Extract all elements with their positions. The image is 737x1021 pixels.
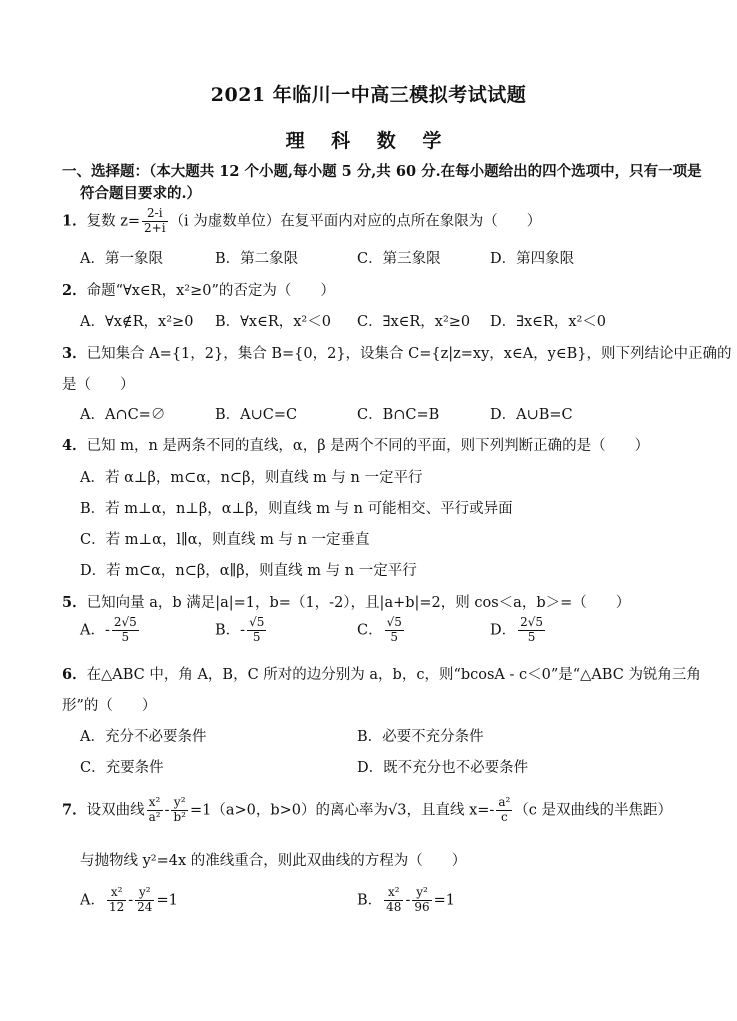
option-label: D． [490, 622, 517, 639]
fraction-numerator: x² [384, 886, 403, 901]
option-label: B． [215, 622, 241, 639]
fraction [247, 616, 266, 645]
fraction-numerator: y² [412, 886, 431, 901]
fraction [107, 886, 126, 915]
q2-option-a: A．∀x∉R，x²≥0 [80, 314, 194, 330]
q2-option-c: C．∃x∈R，x²≥0 [357, 314, 471, 330]
q4-option-c: C．若 m⊥α，l∥α，则直线 m 与 n 一定垂直 [80, 532, 370, 548]
q4-option-b: B．若 m⊥α，n⊥β，α⊥β，则直线 m 与 n 可能相交、平行或异面 [80, 501, 513, 517]
sign: - [104, 622, 110, 639]
fraction-numerator: √5 [386, 615, 402, 629]
question-4 [62, 434, 649, 455]
question-number: 6． [62, 666, 87, 683]
q1-option-a: A．第一象限 [80, 251, 163, 267]
fraction-denominator: 12 [108, 899, 125, 914]
question-6 [62, 663, 701, 684]
question-2 [62, 279, 335, 300]
q3-option-a: A．A∩C=∅ [80, 407, 166, 423]
q6-option-c: C．充要条件 [80, 760, 164, 776]
q5-option-c [357, 616, 406, 645]
question-3-cont: 是（ ） [62, 377, 135, 393]
q1-option-d: D．第四象限 [490, 251, 575, 267]
q7-option-a: A． $\frac{\text{x²}}{12}$ - $\frac{\text{y²}}{24}$ =1 [80, 885, 178, 914]
question-text: （c 是双曲线的半焦距） [514, 802, 673, 819]
fraction [412, 886, 431, 915]
question-text: 复数 z= [86, 213, 140, 230]
q3-option-c: C．B∩C=B [357, 407, 440, 423]
q3-option-d: D．A∪B=C [490, 407, 573, 423]
question-text: 在△ABC 中，角 A，B，C 所对的边分别为 a，b，c，则“bcosA - c＜0”是“△ABC 为锐角三角 [86, 667, 701, 683]
fraction-denominator: 2+i [144, 220, 166, 235]
option-label: A． [80, 892, 105, 909]
q6-option-d: D．既不充分也不必要条件 [357, 760, 529, 776]
question-6-cont: 形”的（ ） [62, 698, 157, 714]
fraction-denominator: 96 [414, 899, 430, 914]
fraction [171, 796, 188, 825]
q3-option-b: B．A∪C=C [215, 407, 298, 423]
question-text: =1（a>0，b>0）的离心率为√3，且直线 x=- [189, 802, 495, 819]
q6-option-a: A．充分不必要条件 [80, 729, 207, 745]
fraction-numerator: a² [498, 795, 511, 809]
question-text: 已知 m，n 是两条不同的直线，α，β 是两个不同的平面，则下列判断正确的是（ ） [86, 438, 650, 454]
fraction-denominator: c [500, 809, 508, 824]
fraction [135, 886, 154, 915]
fraction-numerator: 2√5 [113, 615, 137, 629]
q2-option-d: D．∃x∈R，x²＜0 [490, 314, 607, 330]
fraction-denominator: 5 [527, 629, 536, 644]
question-text: 已知向量 a，b 满足|a|=1，b=（1，-2），且|a+b|=2，则 cos＜a，b＞=（ ） [86, 595, 631, 611]
fraction-denominator: 5 [252, 629, 261, 644]
fraction-numerator: √5 [249, 615, 265, 629]
question-text: 设双曲线 [86, 802, 145, 819]
q6-option-b: B．必要不充分条件 [357, 729, 484, 745]
fraction [496, 796, 512, 825]
fraction-numerator: y² [135, 886, 154, 901]
question-number: 4． [62, 437, 87, 454]
fraction-denominator: 5 [121, 629, 130, 644]
question-number: 7． [62, 801, 87, 819]
fraction [112, 616, 139, 645]
question-3 [62, 342, 732, 363]
q5-option-a [80, 616, 141, 645]
fraction [147, 796, 163, 825]
section-heading: 一、选择题：（本大题共 12 个小题,每小题 5 分,共 60 分.在每小题给出的四个选项中，只有一项是 [62, 163, 702, 180]
question-number: 3． [62, 345, 87, 362]
fraction [384, 886, 403, 915]
fraction-numerator: x² [107, 886, 126, 901]
option-label: B． [357, 892, 383, 909]
option-label: A． [80, 622, 105, 639]
q4-option-d: D．若 m⊂α，n⊂β，α∥β，则直线 m 与 n 一定平行 [80, 563, 417, 579]
fraction-numerator: 2√5 [520, 615, 544, 629]
question-text: （i 为虚数单位）在复平面内对应的点所在象限为（ ） [169, 213, 542, 230]
equation-tail: =1 [433, 892, 455, 909]
question-5 [62, 591, 630, 612]
q5-option-b [215, 616, 268, 645]
fraction-numerator: x² [147, 796, 163, 811]
fraction-denominator: a² [148, 809, 161, 824]
fraction-denominator: 5 [390, 629, 399, 644]
question-number: 5． [62, 594, 87, 611]
section-heading-cont: 符合题目要求的.） [80, 185, 202, 202]
question-7-cont: 与抛物线 y²=4x 的准线重合，则此双曲线的方程为（ ） [80, 853, 467, 869]
fraction [142, 207, 168, 236]
question-1 [62, 207, 541, 236]
exam-title: 2021 年临川一中高三模拟考试试题 [210, 84, 527, 106]
q1-option-c: C．第三象限 [357, 251, 441, 267]
exam-subtitle: 理 科 数 学 [285, 130, 452, 152]
q5-option-d [490, 616, 547, 645]
question-text: 命题“∀x∈R，x²≥0”的否定为（ ） [86, 283, 335, 299]
q7-option-b: B． $\frac{\text{x²}}{48}$ - $\frac{\text{y²}}{96}$ =1 [357, 885, 455, 914]
q2-option-b: B．∀x∈R，x²＜0 [215, 314, 331, 330]
question-number: 2． [62, 282, 87, 299]
option-label: C． [357, 622, 383, 639]
fraction [385, 616, 404, 645]
q1-option-b: B．第二象限 [215, 251, 299, 267]
sign: - [240, 622, 246, 639]
question-number: 1． [62, 212, 87, 230]
fraction-denominator: 48 [386, 899, 402, 914]
fraction-numerator: y² [171, 796, 188, 811]
fraction [518, 616, 545, 645]
question-7: 7．设双曲线 $\frac{\text{x²}}{\text{a²}}$ - $\frac{\text{y²}}{\text{b²}}$ =1（a>0，b>0）的离心率为√3，且直线 x=- $\frac{\text{a²}}{c}$ （c 是双曲线的半焦距） [62, 795, 673, 824]
q4-option-a: A．若 α⊥β，m⊂α，n⊂β，则直线 m 与 n 一定平行 [80, 470, 423, 486]
fraction-denominator: 24 [137, 899, 153, 914]
fraction-numerator: 2-i [142, 207, 168, 222]
equation-tail: =1 [156, 892, 178, 909]
fraction-denominator: b² [173, 809, 186, 824]
question-text: 已知集合 A={1，2}，集合 B={0，2}，设集合 C={z|z=xy，x∈A，y∈B}，则下列结论中正确的 [86, 346, 732, 362]
